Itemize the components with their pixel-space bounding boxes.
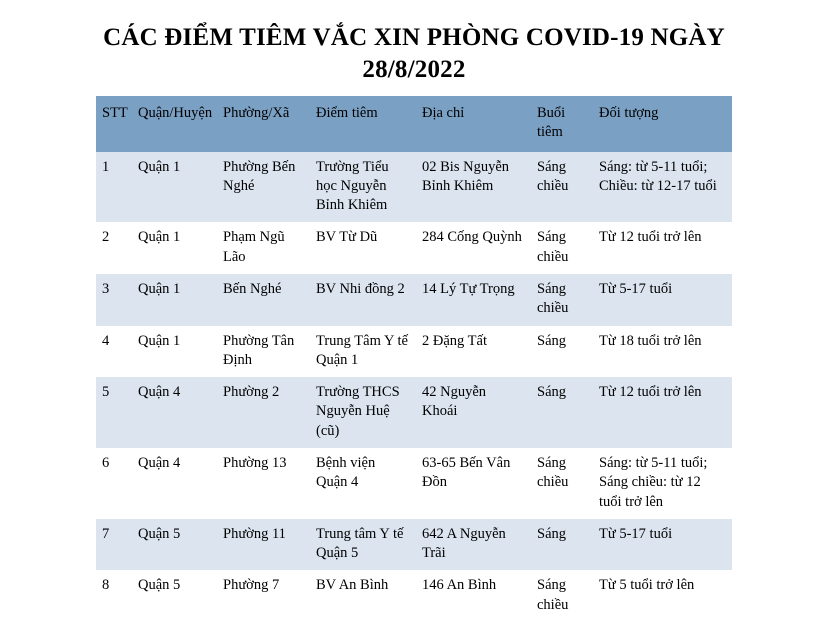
- table-row: [96, 377, 732, 448]
- cell-session: Sáng chiều: [531, 448, 593, 519]
- cell-ward: Phường 11: [217, 519, 310, 571]
- cell-stt: 6: [96, 448, 132, 519]
- cell-target: Từ 5-17 tuổi: [593, 274, 732, 326]
- cell-district: Quận 4: [132, 377, 217, 448]
- cell-district: Quận 5: [132, 570, 217, 622]
- cell-address: 42 Nguyễn Khoái: [416, 377, 531, 448]
- column-header-address: Địa chỉ: [416, 96, 531, 152]
- cell-session: Sáng: [531, 519, 593, 571]
- cell-target: Từ 12 tuổi trở lên: [593, 222, 732, 274]
- cell-district: Quận 1: [132, 222, 217, 274]
- cell-session: Sáng chiều: [531, 222, 593, 274]
- cell-address: 14 Lý Tự Trọng: [416, 274, 531, 326]
- table-header: [96, 96, 732, 152]
- cell-site: Bệnh viện Quận 4: [310, 448, 416, 519]
- vaccination-sites-table-container: [0, 96, 828, 622]
- cell-stt: 2: [96, 222, 132, 274]
- cell-site: Trung tâm Y tế Quận 5: [310, 519, 416, 571]
- cell-stt: 8: [96, 570, 132, 622]
- table-row: [96, 152, 732, 223]
- cell-session: Sáng: [531, 326, 593, 378]
- cell-ward: Phạm Ngũ Lão: [217, 222, 310, 274]
- cell-ward: Phường 2: [217, 377, 310, 448]
- column-header-session: Buổi tiêm: [531, 96, 593, 152]
- cell-ward: Phường 13: [217, 448, 310, 519]
- column-header-ward: Phường/Xã: [217, 96, 310, 152]
- cell-site: BV Từ Dũ: [310, 222, 416, 274]
- table-row: [96, 326, 732, 378]
- cell-ward: Phường Bến Nghé: [217, 152, 310, 223]
- table-row: [96, 570, 732, 622]
- table-row: [96, 519, 732, 571]
- cell-stt: 1: [96, 152, 132, 223]
- column-header-site: Điểm tiêm: [310, 96, 416, 152]
- table-row: [96, 222, 732, 274]
- cell-address: 146 An Bình: [416, 570, 531, 622]
- cell-address: 642 A Nguyễn Trãi: [416, 519, 531, 571]
- table-row: [96, 274, 732, 326]
- cell-address: 02 Bis Nguyễn Bỉnh Khiêm: [416, 152, 531, 223]
- cell-address: 63-65 Bến Vân Đồn: [416, 448, 531, 519]
- cell-ward: Bến Nghé: [217, 274, 310, 326]
- cell-stt: 7: [96, 519, 132, 571]
- page-title: CÁC ĐIỂM TIÊM VẮC XIN PHÒNG COVID-19 NGÀY 28/8/2022: [103, 24, 725, 83]
- cell-site: BV An Bình: [310, 570, 416, 622]
- cell-session: Sáng chiều: [531, 152, 593, 223]
- cell-stt: 5: [96, 377, 132, 448]
- cell-session: Sáng chiều: [531, 570, 593, 622]
- cell-district: Quận 1: [132, 152, 217, 223]
- cell-address: 284 Cống Quỳnh: [416, 222, 531, 274]
- cell-site: Trường THCS Nguyễn Huệ (cũ): [310, 377, 416, 448]
- cell-district: Quận 1: [132, 274, 217, 326]
- vaccination-sites-table: [96, 96, 732, 622]
- column-header-target: Đối tượng: [593, 96, 732, 152]
- cell-district: Quận 1: [132, 326, 217, 378]
- cell-target: Sáng: từ 5-11 tuổi; Chiều: từ 12-17 tuổi: [593, 152, 732, 223]
- cell-stt: 4: [96, 326, 132, 378]
- cell-target: Từ 18 tuổi trở lên: [593, 326, 732, 378]
- cell-ward: Phường 7: [217, 570, 310, 622]
- cell-target: Từ 5-17 tuổi: [593, 519, 732, 571]
- cell-ward: Phường Tân Định: [217, 326, 310, 378]
- cell-stt: 3: [96, 274, 132, 326]
- cell-target: Sáng: từ 5-11 tuổi; Sáng chiều: từ 12 tuổi trở lên: [593, 448, 732, 519]
- cell-target: Từ 12 tuổi trở lên: [593, 377, 732, 448]
- cell-district: Quận 5: [132, 519, 217, 571]
- table-header-row: [96, 96, 732, 152]
- cell-session: Sáng chiều: [531, 274, 593, 326]
- cell-district: Quận 4: [132, 448, 217, 519]
- table-body: [96, 152, 732, 622]
- cell-session: Sáng: [531, 377, 593, 448]
- column-header-district: Quận/Huyện: [132, 96, 217, 152]
- cell-site: Trường Tiểu học Nguyễn Bỉnh Khiêm: [310, 152, 416, 223]
- cell-address: 2 Đặng Tất: [416, 326, 531, 378]
- cell-site: BV Nhi đồng 2: [310, 274, 416, 326]
- cell-target: Từ 5 tuổi trở lên: [593, 570, 732, 622]
- column-header-stt: STT: [96, 96, 132, 152]
- cell-site: Trung Tâm Y tế Quận 1: [310, 326, 416, 378]
- table-row: [96, 448, 732, 519]
